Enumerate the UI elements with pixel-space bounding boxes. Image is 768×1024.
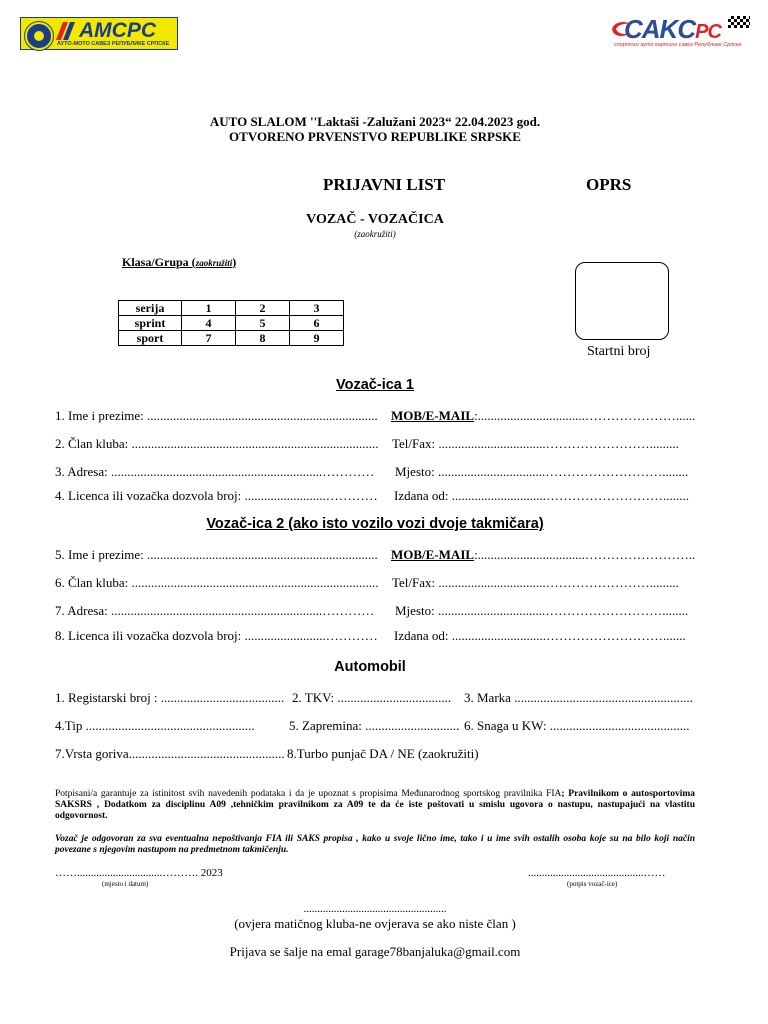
turbo-field[interactable]: 8.Turbo punjač DA / NE (zaokružiti) <box>287 746 479 761</box>
type-field[interactable]: 4.Tip .................................................... <box>55 718 255 733</box>
event-subtitle: OTVORENO PRVENSTVO REPUBLIKE SRPSKE <box>229 129 521 144</box>
class-hint: zaokružiti <box>195 258 233 268</box>
displacement-field[interactable]: 5. Zapremina: ............................. <box>289 718 460 733</box>
club-stamp-line[interactable]: .................................................... <box>303 903 447 915</box>
class-table <box>118 300 344 346</box>
class-row-name: sprint <box>119 316 182 331</box>
email-note: Prijava se šalje na emal garage78banjaluka@gmail.com <box>229 944 521 959</box>
power-field[interactable]: 6. Snaga u KW: ........................................... <box>464 718 690 733</box>
declaration-text-own-risk: nastupajući na vlastitu odgovornost. <box>55 800 695 821</box>
class-option[interactable]: 7 <box>182 331 236 346</box>
cakc-tagline: спортски ауто картинг савез Републике Српске <box>614 42 742 48</box>
mob-email-label: MOB/E-MAIL <box>391 408 475 423</box>
role-hint: (zaokružiti) <box>354 229 396 239</box>
start-number-label: Startni broj <box>587 344 651 359</box>
driver1-issued-by-field[interactable]: Izdana od: .............................………………………........ <box>394 488 690 503</box>
driver2-license-field[interactable]: 8. Licenca ili vozačka dozvola broj: .........................………… <box>55 628 378 643</box>
make-field[interactable]: 3. Marka ....................................................... <box>464 690 693 705</box>
amcpc-logo <box>20 17 178 50</box>
registration-field[interactable]: 1. Registarski broj : ...................................... <box>55 690 285 705</box>
form-title: PRIJAVNI LIST <box>323 175 446 194</box>
driver2-mob-email-field[interactable] <box>391 547 695 563</box>
driver1-address-field[interactable]: 3. Adresa: .................................................................………… <box>55 464 375 479</box>
signature-field[interactable]: ..........................................…… <box>528 867 666 879</box>
mob-email-dots: :.................................…………………….. <box>474 547 696 562</box>
declaration-paragraph <box>55 789 695 822</box>
class-label-text: Klasa/Grupa ( <box>122 255 196 269</box>
tkv-field[interactable]: 2. TKV: ................................... <box>292 690 452 705</box>
place-date-field[interactable]: ……...............................………. 2023 <box>55 867 223 879</box>
class-option[interactable]: 5 <box>236 316 290 331</box>
driver1-name-field[interactable]: 1. Ime i prezime: ....................................................................... <box>55 408 378 423</box>
class-option[interactable]: 1 <box>182 301 236 316</box>
cakc-wordmark <box>624 14 721 45</box>
class-option[interactable]: 4 <box>182 316 236 331</box>
cakc-main: CAKC <box>624 14 696 44</box>
driver1-tel-fax-field[interactable]: Tel/Fax: .................................……………………......... <box>392 436 679 451</box>
club-stamp-text: (ovjera matičnog kluba-ne ovjerava se ako niste član ) <box>234 916 516 931</box>
driver1-heading: Vozač-ica 1 <box>336 377 414 393</box>
amcpc-wordmark: AMCPC <box>79 19 156 42</box>
mob-email-dots: :.................................…………………...... <box>474 408 696 423</box>
driver1-mob-email-field[interactable] <box>391 408 695 424</box>
mob-email-label: MOB/E-MAIL <box>391 547 475 562</box>
role-label: VOZAČ - VOZAČICA <box>306 212 444 227</box>
responsibility-paragraph: Vozač je odgovoran za sva eventualna nepoštivanja FIA ili SAKS propisa , kako u svoje lično ime, tako i u ime svih ostalih osoba koje su na bilo koji način povezane s njegovim nastupom na predmetnom takmičenju. <box>55 834 695 855</box>
cakc-logo <box>610 14 752 50</box>
seal-icon <box>25 22 53 50</box>
place-date-hint: (mjesto i datum) <box>102 880 149 888</box>
class-option[interactable]: 2 <box>236 301 290 316</box>
driver2-club-field[interactable]: 6. Član kluba: ............................................................................ <box>55 575 379 590</box>
class-label <box>122 255 236 270</box>
event-title: AUTO SLALOM ''Laktaši -Zalužani 2023“ 22.04.2023 god. <box>209 114 541 129</box>
amcpc-tagline: АУТО-МОТО САВЕЗ РЕПУБЛИКЕ СРПСКЕ <box>57 41 170 47</box>
stripes-icon <box>55 22 81 40</box>
driver2-name-field[interactable]: 5. Ime i prezime: ....................................................................... <box>55 547 378 562</box>
class-option[interactable]: 6 <box>290 316 344 331</box>
cakc-suffix: PC <box>695 21 721 43</box>
driver2-city-field[interactable]: Mjesto: .................................………………………........ <box>395 603 689 618</box>
class-row-name: serija <box>119 301 182 316</box>
driver1-license-field[interactable]: 4. Licenca ili vozačka dozvola broj: .........................………… <box>55 488 378 503</box>
declaration-text-semicolon: ; Pravilnikom o autosportovima SAKSRS , Dodatkom za disciplinu A09 ,tehničkim pravilnikom za A09 te da će iste poštovati u smislu ugovora o nastupu, <box>55 789 695 810</box>
driver2-tel-fax-field[interactable]: Tel/Fax: .................................……………………......... <box>392 575 679 590</box>
driver2-heading: Vozač-ica 2 (ako isto vozilo vozi dvoje takmičara) <box>206 516 544 532</box>
signature-hint: (potpis vozač-ice) <box>567 880 618 888</box>
checkered-flag-icon <box>728 16 750 28</box>
class-option[interactable]: 8 <box>236 331 290 346</box>
class-row-sprint <box>119 316 344 331</box>
declaration-text-a: Potpisani/a garantuje za istinitost svih navedenih podataka i da je upoznat s propisima Međunarodnog sportskog pravilnika FIA <box>55 789 562 799</box>
driver2-address-field[interactable]: 7. Adresa: .................................................................………… <box>55 603 375 618</box>
fuel-type-field[interactable]: 7.Vrsta goriva................................................ <box>55 746 285 761</box>
class-option[interactable]: 3 <box>290 301 344 316</box>
driver1-city-field[interactable]: Mjesto: .................................………………………........ <box>395 464 689 479</box>
start-number-box[interactable] <box>575 262 669 340</box>
class-label-close: ) <box>232 255 237 269</box>
vehicle-heading: Automobil <box>334 659 406 675</box>
driver2-issued-by-field[interactable]: Izdana od: .............................………………………....... <box>394 628 686 643</box>
form-code: OPRS <box>586 175 632 194</box>
driver1-club-field[interactable]: 2. Član kluba: ............................................................................ <box>55 436 379 451</box>
class-row-name: sport <box>119 331 182 346</box>
class-row-serija <box>119 301 344 316</box>
class-option[interactable]: 9 <box>290 331 344 346</box>
class-row-sport <box>119 331 344 346</box>
